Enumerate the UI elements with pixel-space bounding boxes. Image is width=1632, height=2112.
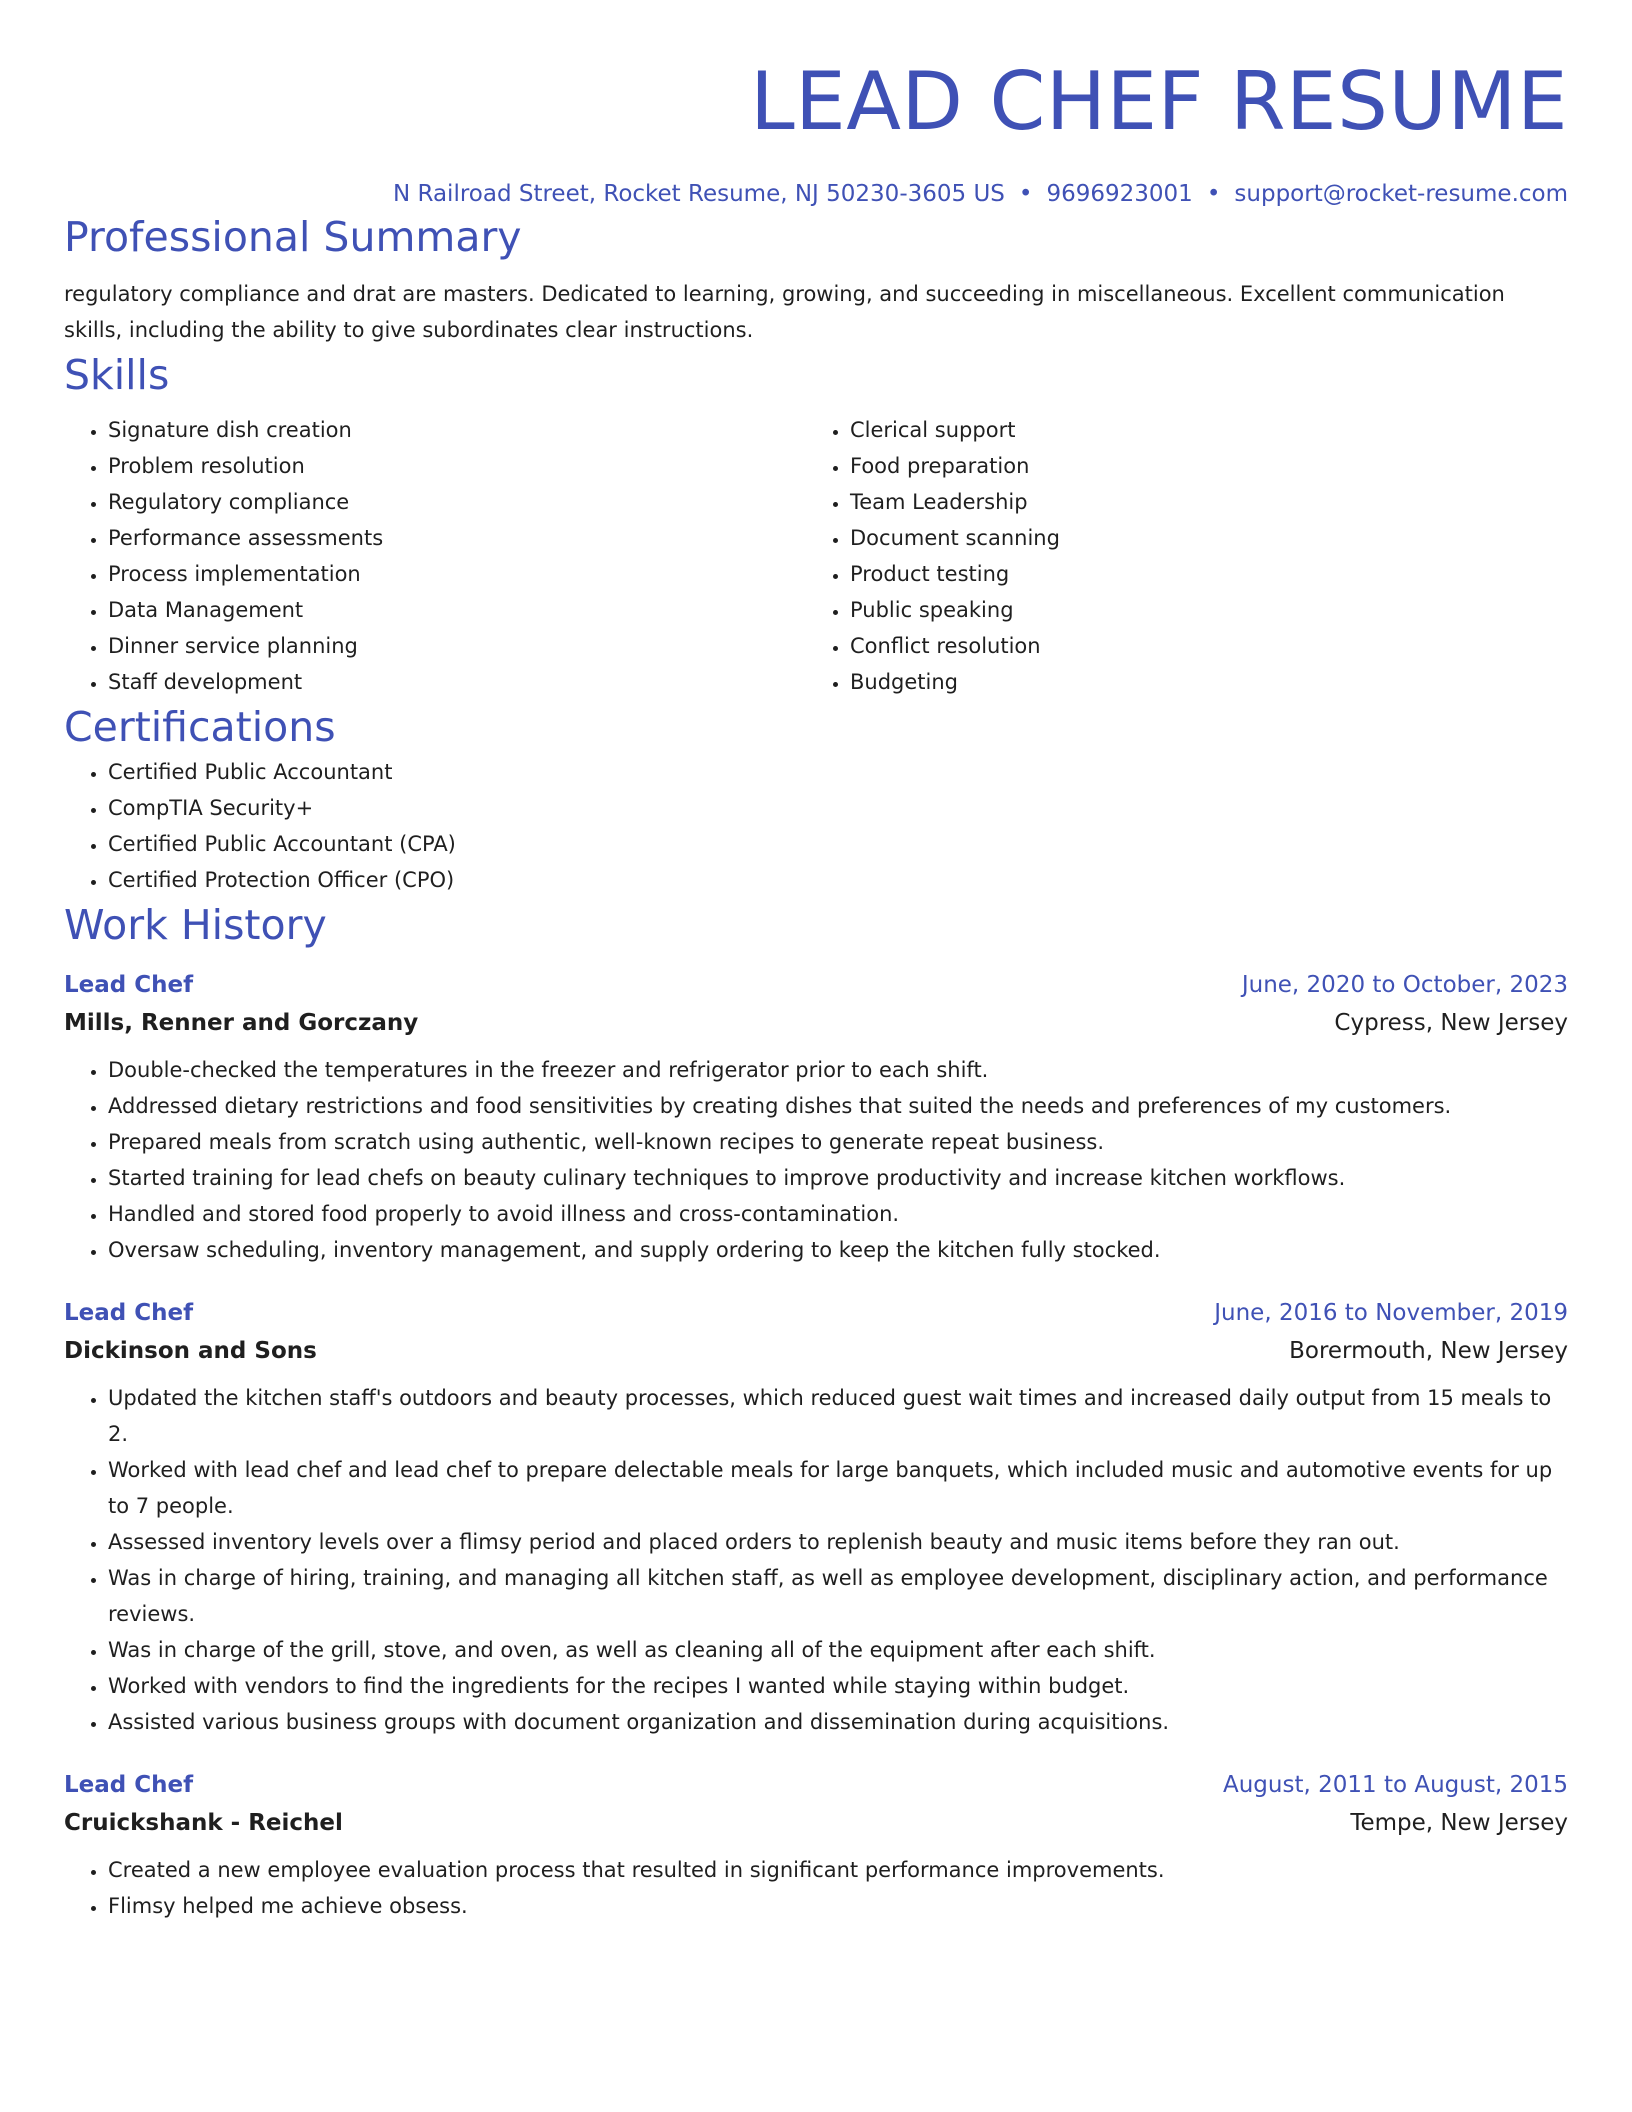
job-company-row xyxy=(64,1004,1568,1042)
skill-item: • Signature dish creation xyxy=(108,412,806,448)
job-company-row xyxy=(64,1332,1568,1370)
summary-text: regulatory compliance and drat are masters. Dedicated to learning, growing, and succeeding in miscellaneous. Excellent communication skills, including the ability to give subordinates clear instructions. xyxy=(64,282,1505,342)
resume-header xyxy=(64,0,1568,210)
job-bullet: • Worked with lead chef and lead chef to prepare delectable meals for large banquets, which included music and automotive events for up to 7 people. xyxy=(108,1452,1568,1524)
certification-item: • Certified Public Accountant xyxy=(108,754,1568,790)
job-bullet: • Worked with vendors to find the ingredients for the recipes I wanted while staying within budget. xyxy=(108,1668,1568,1704)
job-title-row xyxy=(64,1294,1568,1332)
job-dates: August, 2011 to August, 2015 xyxy=(1223,1772,1568,1798)
separator-dot: • xyxy=(1206,181,1221,207)
skill-item: • Food preparation xyxy=(850,448,1548,484)
job-bullet: • Handled and stored food properly to avoid illness and cross-contamination. xyxy=(108,1196,1568,1232)
job-dates: June, 2020 to October, 2023 xyxy=(1241,972,1568,998)
address-text: N Railroad Street, Rocket Resume, NJ 50230-3605 US xyxy=(392,181,1005,207)
separator-dot: • xyxy=(1018,181,1033,207)
job-company: Cruickshank - Reichel xyxy=(64,1810,343,1836)
job-company-row xyxy=(64,1804,1568,1842)
summary-heading: Professional Summary xyxy=(64,213,522,261)
contact-line xyxy=(64,178,1568,210)
skill-item: • Budgeting xyxy=(850,664,1548,700)
job-company: Dickinson and Sons xyxy=(64,1338,317,1364)
job-bullet: • Was in charge of the grill, stove, and oven, as well as cleaning all of the equipment after each shift. xyxy=(108,1632,1568,1668)
job-title-row xyxy=(64,1766,1568,1804)
job-entry xyxy=(64,1294,1568,1740)
skill-item: • Dinner service planning xyxy=(108,628,806,664)
skill-item: • Staff development xyxy=(108,664,806,700)
skill-item: • Conflict resolution xyxy=(850,628,1548,664)
skill-item: • Data Management xyxy=(108,592,806,628)
job-company: Mills, Renner and Gorczany xyxy=(64,1010,419,1036)
job-entry xyxy=(64,966,1568,1268)
job-bullets xyxy=(64,1380,1568,1740)
certifications-list xyxy=(64,754,1568,898)
skill-item: • Regulatory compliance xyxy=(108,484,806,520)
job-bullets xyxy=(64,1052,1568,1268)
job-bullet: • Oversaw scheduling, inventory management, and supply ordering to keep the kitchen fully stocked. xyxy=(108,1232,1568,1268)
job-bullet: • Assisted various business groups with document organization and dissemination during acquisitions. xyxy=(108,1704,1568,1740)
job-bullet: • Addressed dietary restrictions and food sensitivities by creating dishes that suited the needs and preferences of my customers. xyxy=(108,1088,1568,1124)
skill-item: • Clerical support xyxy=(850,412,1548,448)
job-bullet: • Was in charge of hiring, training, and managing all kitchen staff, as well as employee development, disciplinary action, and performance reviews. xyxy=(108,1560,1568,1632)
job-role: Lead Chef xyxy=(64,1300,194,1326)
email-link[interactable]: support@rocket-resume.com xyxy=(1234,181,1568,207)
skills-list-left xyxy=(64,412,806,700)
job-role: Lead Chef xyxy=(64,972,194,998)
job-title-row xyxy=(64,966,1568,1004)
job-bullet: • Started training for lead chefs on beauty culinary techniques to improve productivity and increase kitchen workflows. xyxy=(108,1160,1568,1196)
skill-item: • Document scanning xyxy=(850,520,1548,556)
work-history-heading: Work History xyxy=(64,901,327,949)
phone-text: 9696923001 xyxy=(1046,181,1193,207)
job-bullets xyxy=(64,1852,1568,1924)
skill-item: • Performance assessments xyxy=(108,520,806,556)
skills-column-right xyxy=(806,412,1548,700)
skill-item: • Process implementation xyxy=(108,556,806,592)
job-location: Tempe, New Jersey xyxy=(1350,1810,1568,1836)
certification-item: • CompTIA Security+ xyxy=(108,790,1568,826)
skill-item: • Product testing xyxy=(850,556,1548,592)
job-entry xyxy=(64,1766,1568,1924)
job-bullet: • Double-checked the temperatures in the freezer and refrigerator prior to each shift. xyxy=(108,1052,1568,1088)
skills-heading: Skills xyxy=(64,351,170,399)
skill-item: • Team Leadership xyxy=(850,484,1548,520)
skill-item: • Public speaking xyxy=(850,592,1548,628)
certifications-heading: Certifications xyxy=(64,703,336,751)
job-location: Cypress, New Jersey xyxy=(1334,1010,1568,1036)
skills-columns xyxy=(64,412,1568,700)
job-bullet: • Created a new employee evaluation process that resulted in significant performance improvements. xyxy=(108,1852,1568,1888)
skills-column-left xyxy=(64,412,806,700)
certification-item: • Certified Public Accountant (CPA) xyxy=(108,826,1568,862)
job-bullet: • Assessed inventory levels over a flimsy period and placed orders to replenish beauty and music items before they ran out. xyxy=(108,1524,1568,1560)
job-bullet: • Prepared meals from scratch using authentic, well-known recipes to generate repeat business. xyxy=(108,1124,1568,1160)
job-role: Lead Chef xyxy=(64,1772,194,1798)
job-bullet: • Updated the kitchen staff's outdoors and beauty processes, which reduced guest wait times and increased daily output from 15 meals to 2. xyxy=(108,1380,1568,1452)
job-bullet: • Flimsy helped me achieve obsess. xyxy=(108,1888,1568,1924)
skills-list-right xyxy=(806,412,1548,700)
job-location: Borermouth, New Jersey xyxy=(1289,1338,1568,1364)
skill-item: • Problem resolution xyxy=(108,448,806,484)
resume-title: LEAD CHEF RESUME xyxy=(750,55,1568,148)
job-dates: June, 2016 to November, 2019 xyxy=(1214,1300,1568,1326)
certification-item: • Certified Protection Officer (CPO) xyxy=(108,862,1568,898)
